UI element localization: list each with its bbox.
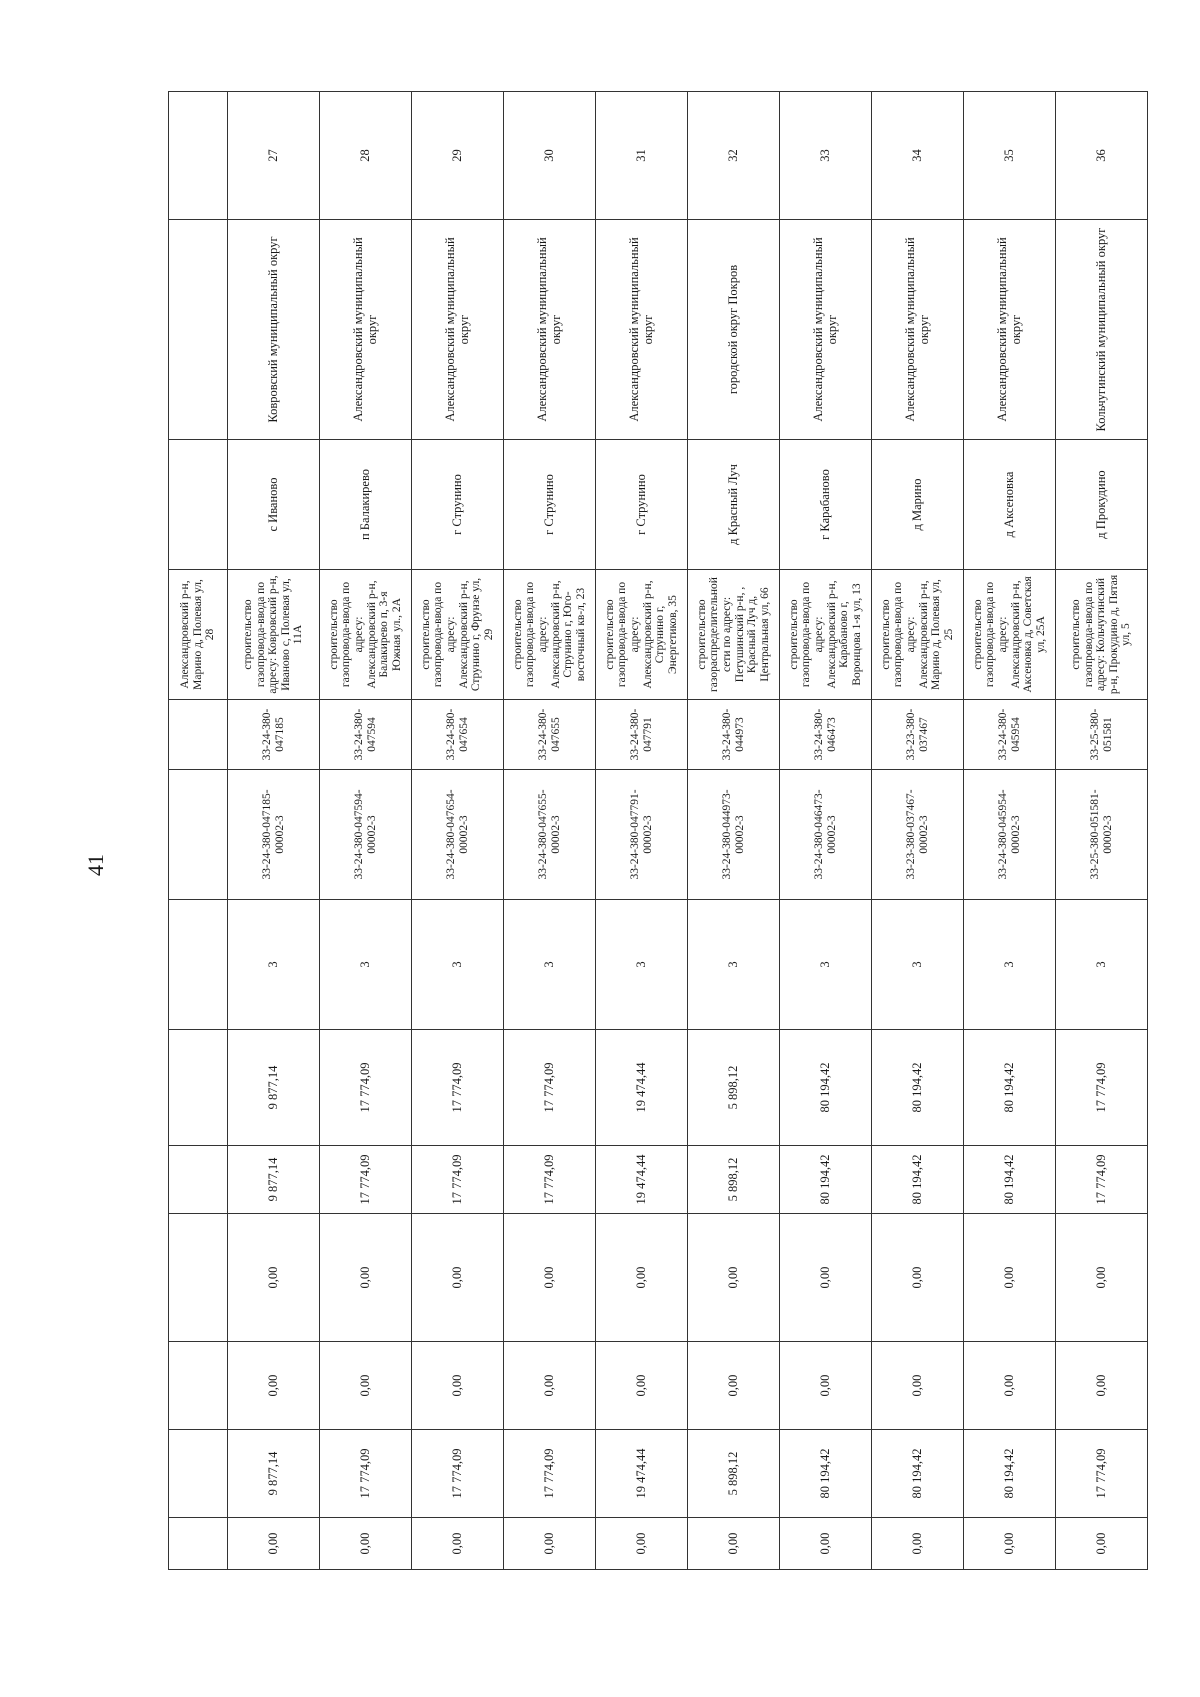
- cell-code: 33-24-380-044973: [688, 700, 780, 770]
- cell-object-id: 33-24-380-044973-00002-3: [688, 770, 780, 900]
- cell-cost-e: 0,00: [872, 1518, 964, 1570]
- cell-code: 33-24-380-045954: [964, 700, 1056, 770]
- table-row: [412, 92, 504, 1570]
- cell-cost-b: 0,00: [688, 1214, 780, 1342]
- cell-object-address: строительство газопровода-ввода по адресу: Александровский р-н, Балакирево п, 3-я Южная ул., 2А: [320, 570, 412, 700]
- cell-cost-e: 0,00: [228, 1518, 320, 1570]
- cell-row-number: 29: [412, 92, 504, 220]
- cell-total-cost: 80 194,42: [872, 1030, 964, 1146]
- cell-cost-e: 0,00: [412, 1518, 504, 1570]
- cell-settlement: д Марино: [872, 440, 964, 570]
- cell-cost-a: 9 877,14: [228, 1146, 320, 1214]
- table-row: [688, 92, 780, 1570]
- cell-object-address: строительство газораспределительной сети по адресу: Петушинский р-н, , Красный Луч д, Центральная ул, 66: [688, 570, 780, 700]
- table-row: [320, 92, 412, 1570]
- cell-cost-a: [169, 1146, 228, 1214]
- cell-object-address: строительство газопровода-ввода по адресу: Кольчугинский р-н, Прокудино д, Пятая ул, 5: [1056, 570, 1148, 700]
- cell-cost-a: 80 194,42: [872, 1146, 964, 1214]
- cell-object-id: 33-24-380-047594-00002-3: [320, 770, 412, 900]
- cell-object-address: строительство газопровода-ввода по адресу: Ковровский р-н, Иваново с, Полевая ул, 11А: [228, 570, 320, 700]
- cell-object-id: 33-25-380-051581-00002-3: [1056, 770, 1148, 900]
- cell-cost-d: [169, 1430, 228, 1518]
- table-row: [872, 92, 964, 1570]
- cell-cost-c: 0,00: [412, 1342, 504, 1430]
- cell-municipality: [169, 220, 228, 440]
- cell-cost-c: 0,00: [504, 1342, 596, 1430]
- cell-category: 3: [320, 900, 412, 1030]
- cell-settlement: д Аксеновка: [964, 440, 1056, 570]
- cell-total-cost: 17 774,09: [320, 1030, 412, 1146]
- cell-object-id: 33-24-380-046473-00002-3: [780, 770, 872, 900]
- cell-cost-c: 0,00: [872, 1342, 964, 1430]
- cell-cost-b: 0,00: [964, 1214, 1056, 1342]
- table-rotation-wrapper: [168, 92, 1133, 1570]
- cell-object-id: [169, 770, 228, 900]
- cell-total-cost: 17 774,09: [504, 1030, 596, 1146]
- cell-row-number: [169, 92, 228, 220]
- cell-total-cost: 17 774,09: [1056, 1030, 1148, 1146]
- cell-municipality: городской округ Покров: [688, 220, 780, 440]
- cell-cost-c: 0,00: [780, 1342, 872, 1430]
- cell-settlement: г Струнино: [412, 440, 504, 570]
- cell-code: 33-24-380-047791: [596, 700, 688, 770]
- cell-municipality: Кольчугинский муниципальный округ: [1056, 220, 1148, 440]
- cell-object-address: строительство газопровода-ввода по адресу: Александровский р-н, Струнино г, Юго-восточный кв-л, 23: [504, 570, 596, 700]
- table-row: [596, 92, 688, 1570]
- cell-code: 33-24-380-047594: [320, 700, 412, 770]
- cell-row-number: 36: [1056, 92, 1148, 220]
- cell-settlement: [169, 440, 228, 570]
- cell-cost-e: 0,00: [780, 1518, 872, 1570]
- cell-cost-b: 0,00: [320, 1214, 412, 1342]
- cell-cost-e: [169, 1518, 228, 1570]
- cell-category: 3: [1056, 900, 1148, 1030]
- cell-cost-e: 0,00: [688, 1518, 780, 1570]
- cell-cost-d: 9 877,14: [228, 1430, 320, 1518]
- cell-total-cost: [169, 1030, 228, 1146]
- cell-cost-e: 0,00: [504, 1518, 596, 1570]
- cell-row-number: 27: [228, 92, 320, 220]
- cell-code: 33-25-380-051581: [1056, 700, 1148, 770]
- cell-total-cost: 80 194,42: [780, 1030, 872, 1146]
- cell-settlement: г Струнино: [596, 440, 688, 570]
- cell-total-cost: 9 877,14: [228, 1030, 320, 1146]
- cell-code: 33-23-380-037467: [872, 700, 964, 770]
- cell-cost-e: 0,00: [964, 1518, 1056, 1570]
- cell-cost-b: 0,00: [504, 1214, 596, 1342]
- cell-category: 3: [596, 900, 688, 1030]
- cell-row-number: 32: [688, 92, 780, 220]
- cell-object-address: строительство газопровода-ввода по адресу: Александровский р-н, Марино д, Полевая ул, 25: [872, 570, 964, 700]
- cell-cost-e: 0,00: [1056, 1518, 1148, 1570]
- cell-municipality: Александровский муниципальный округ: [504, 220, 596, 440]
- cell-row-number: 33: [780, 92, 872, 220]
- cell-cost-a: 80 194,42: [780, 1146, 872, 1214]
- cell-row-number: 28: [320, 92, 412, 220]
- cell-object-id: 33-24-380-045954-00002-3: [964, 770, 1056, 900]
- cell-object-address: строительство газопровода-ввода по адресу: Александровский р-н, Струнино г, Фрунзе ул, 29: [412, 570, 504, 700]
- cell-category: 3: [964, 900, 1056, 1030]
- cell-settlement: д Прокудино: [1056, 440, 1148, 570]
- cell-settlement: г Карабаново: [780, 440, 872, 570]
- cell-category: [169, 900, 228, 1030]
- cell-category: 3: [872, 900, 964, 1030]
- cell-code: 33-24-380-047185: [228, 700, 320, 770]
- cell-cost-b: 0,00: [780, 1214, 872, 1342]
- cell-municipality: Александровский муниципальный округ: [320, 220, 412, 440]
- cell-cost-c: 0,00: [964, 1342, 1056, 1430]
- cell-cost-d: 80 194,42: [872, 1430, 964, 1518]
- cell-code: 33-24-380-047654: [412, 700, 504, 770]
- table-row: [504, 92, 596, 1570]
- cell-object-address: строительство газопровода-ввода по адресу: Александровский р-н, Карабаново г, Воронцова 1-я ул, 13: [780, 570, 872, 700]
- cell-cost-c: 0,00: [228, 1342, 320, 1430]
- cell-category: 3: [412, 900, 504, 1030]
- cell-cost-b: 0,00: [228, 1214, 320, 1342]
- cell-object-id: 33-24-380-047791-00002-3: [596, 770, 688, 900]
- cell-cost-d: 17 774,09: [320, 1430, 412, 1518]
- cell-cost-c: 0,00: [688, 1342, 780, 1430]
- cell-settlement: г Струнино: [504, 440, 596, 570]
- table-row: [1056, 92, 1148, 1570]
- cell-row-number: 35: [964, 92, 1056, 220]
- cell-municipality: Александровский муниципальный округ: [412, 220, 504, 440]
- cell-cost-a: 5 898,12: [688, 1146, 780, 1214]
- cell-cost-b: 0,00: [596, 1214, 688, 1342]
- page-number: 41: [83, 854, 108, 876]
- cell-cost-a: 17 774,09: [412, 1146, 504, 1214]
- cell-object-id: 33-23-380-037467-00002-3: [872, 770, 964, 900]
- cell-cost-c: [169, 1342, 228, 1430]
- cell-cost-d: 17 774,09: [412, 1430, 504, 1518]
- cell-total-cost: 80 194,42: [964, 1030, 1056, 1146]
- cell-cost-b: 0,00: [412, 1214, 504, 1342]
- cell-cost-a: 19 474,44: [596, 1146, 688, 1214]
- cell-cost-c: 0,00: [596, 1342, 688, 1430]
- cell-settlement: с Иваново: [228, 440, 320, 570]
- cell-cost-d: 80 194,42: [964, 1430, 1056, 1518]
- cell-object-address: строительство газопровода-ввода по адресу: Александровский р-н, Аксеновка д, Советская ул, 25А: [964, 570, 1056, 700]
- cell-object-id: 33-24-380-047655-00002-3: [504, 770, 596, 900]
- table-row: [228, 92, 320, 1570]
- cell-cost-c: 0,00: [320, 1342, 412, 1430]
- cell-municipality: Александровский муниципальный округ: [872, 220, 964, 440]
- cell-row-number: 34: [872, 92, 964, 220]
- cell-category: 3: [504, 900, 596, 1030]
- cell-code: [169, 700, 228, 770]
- cell-cost-c: 0,00: [1056, 1342, 1148, 1430]
- objects-table: [168, 91, 1148, 1570]
- cell-category: 3: [780, 900, 872, 1030]
- table-body: [169, 92, 1148, 1570]
- cell-municipality: Александровский муниципальный округ: [964, 220, 1056, 440]
- cell-row-number: 31: [596, 92, 688, 220]
- cell-cost-b: 0,00: [872, 1214, 964, 1342]
- cell-code: 33-24-380-046473: [780, 700, 872, 770]
- cell-row-number: 30: [504, 92, 596, 220]
- cell-total-cost: 5 898,12: [688, 1030, 780, 1146]
- cell-cost-d: 17 774,09: [1056, 1430, 1148, 1518]
- table-row: [780, 92, 872, 1570]
- cell-category: 3: [688, 900, 780, 1030]
- cell-cost-d: 80 194,42: [780, 1430, 872, 1518]
- cell-object-id: 33-24-380-047654-00002-3: [412, 770, 504, 900]
- cell-cost-b: [169, 1214, 228, 1342]
- cell-cost-a: 80 194,42: [964, 1146, 1056, 1214]
- cell-cost-a: 17 774,09: [320, 1146, 412, 1214]
- cell-cost-e: 0,00: [596, 1518, 688, 1570]
- cell-cost-d: 19 474,44: [596, 1430, 688, 1518]
- cell-object-address: Александровский р-н, Марино д, Полевая ул, 28: [169, 570, 228, 700]
- cell-total-cost: 19 474,44: [596, 1030, 688, 1146]
- cell-total-cost: 17 774,09: [412, 1030, 504, 1146]
- cell-cost-e: 0,00: [320, 1518, 412, 1570]
- cell-cost-d: 17 774,09: [504, 1430, 596, 1518]
- cell-category: 3: [228, 900, 320, 1030]
- table-header-row: [169, 92, 228, 1570]
- cell-object-address: строительство газопровода-ввода по адресу: Александровский р-н, Струнино г, Энергетиков, 35: [596, 570, 688, 700]
- cell-cost-d: 5 898,12: [688, 1430, 780, 1518]
- cell-municipality: Александровский муниципальный округ: [596, 220, 688, 440]
- cell-cost-b: 0,00: [1056, 1214, 1148, 1342]
- table-row: [964, 92, 1056, 1570]
- cell-cost-a: 17 774,09: [1056, 1146, 1148, 1214]
- cell-settlement: д Красный Луч: [688, 440, 780, 570]
- cell-object-id: 33-24-380-047185-00002-3: [228, 770, 320, 900]
- cell-cost-a: 17 774,09: [504, 1146, 596, 1214]
- cell-municipality: Александровский муниципальный округ: [780, 220, 872, 440]
- cell-code: 33-24-380-047655: [504, 700, 596, 770]
- cell-municipality: Ковровский муниципальный округ: [228, 220, 320, 440]
- cell-settlement: п Балакирево: [320, 440, 412, 570]
